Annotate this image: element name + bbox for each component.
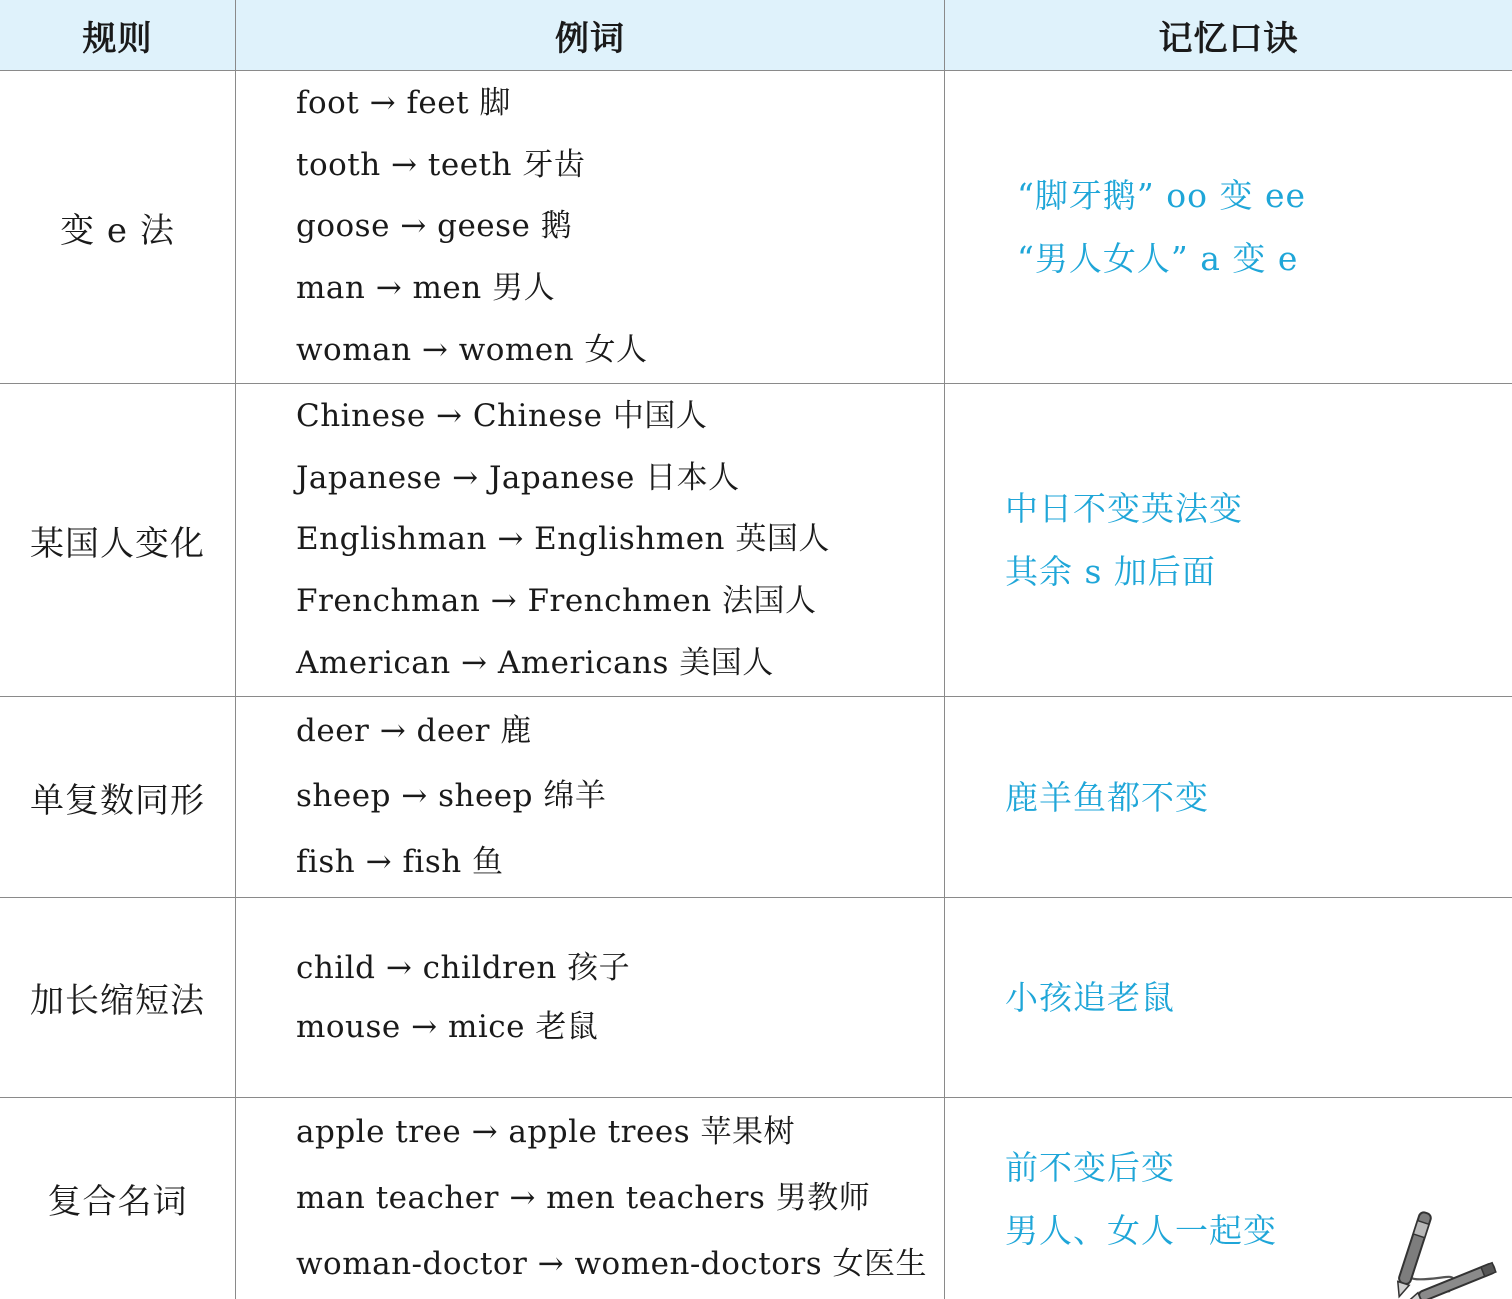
mnemonic-line: 中日不变英法变 xyxy=(1005,489,1243,528)
mnemonic-cell xyxy=(945,1098,1512,1299)
header-examples: 例词 xyxy=(236,0,945,71)
mnemonic-line: 前不变后变 xyxy=(1005,1147,1175,1187)
examples-cell xyxy=(236,898,945,1098)
examples-cell xyxy=(236,697,945,898)
rule-cell: 变 e 法 xyxy=(0,71,236,384)
example-item: Englishman → Englishmen 英国人 xyxy=(296,521,830,558)
mnemonic-cell xyxy=(945,384,1512,697)
header-mnemonic: 记忆口诀 xyxy=(945,0,1512,71)
mnemonic-cell xyxy=(945,898,1512,1098)
example-item: apple tree → apple trees 苹果树 xyxy=(296,1114,795,1151)
example-item: woman → women 女人 xyxy=(296,331,648,368)
rule-cell: 某国人变化 xyxy=(0,384,236,697)
example-item: foot → feet 脚 xyxy=(296,85,511,122)
example-item: woman-doctor → women-doctors 女医生 xyxy=(296,1245,927,1282)
mnemonic-line: “脚牙鹅” oo 变 ee xyxy=(1017,176,1307,215)
example-item: deer → deer 鹿 xyxy=(296,713,532,750)
mnemonic-line: 其余 s 加后面 xyxy=(1005,552,1216,591)
rule-cell: 复合名词 xyxy=(0,1098,236,1299)
example-item: Chinese → Chinese 中国人 xyxy=(296,398,708,435)
mnemonic-line: “男人女人” a 变 e xyxy=(1017,239,1299,278)
mnemonic-cell xyxy=(945,71,1512,384)
examples-cell xyxy=(236,71,945,384)
header-rule: 规则 xyxy=(0,0,236,71)
example-item: child → children 孩子 xyxy=(296,949,631,986)
example-item: tooth → teeth 牙齿 xyxy=(296,146,586,183)
examples-cell xyxy=(236,1098,945,1299)
example-item: man → men 男人 xyxy=(296,270,556,307)
example-item: goose → geese 鹅 xyxy=(296,208,573,245)
rule-cell: 加长缩短法 xyxy=(0,898,236,1098)
example-item: Frenchman → Frenchmen 法国人 xyxy=(296,583,817,620)
example-item: Japanese → Japanese 日本人 xyxy=(296,459,740,496)
pen-icon xyxy=(1388,1191,1512,1299)
rule-cell: 单复数同形 xyxy=(0,697,236,898)
example-item: man teacher → men teachers 男教师 xyxy=(296,1179,871,1216)
mnemonic-line: 小孩追老鼠 xyxy=(1005,978,1175,1017)
mnemonic-line: 鹿羊鱼都不变 xyxy=(1005,777,1209,817)
mnemonic-cell xyxy=(945,697,1512,898)
examples-cell xyxy=(236,384,945,697)
example-item: mouse → mice 老鼠 xyxy=(296,1008,599,1045)
mnemonic-line: 男人、女人一起变 xyxy=(1005,1210,1277,1250)
example-item: sheep → sheep 绵羊 xyxy=(296,778,607,815)
example-item: American → Americans 美国人 xyxy=(296,644,774,681)
example-item: fish → fish 鱼 xyxy=(296,843,504,880)
